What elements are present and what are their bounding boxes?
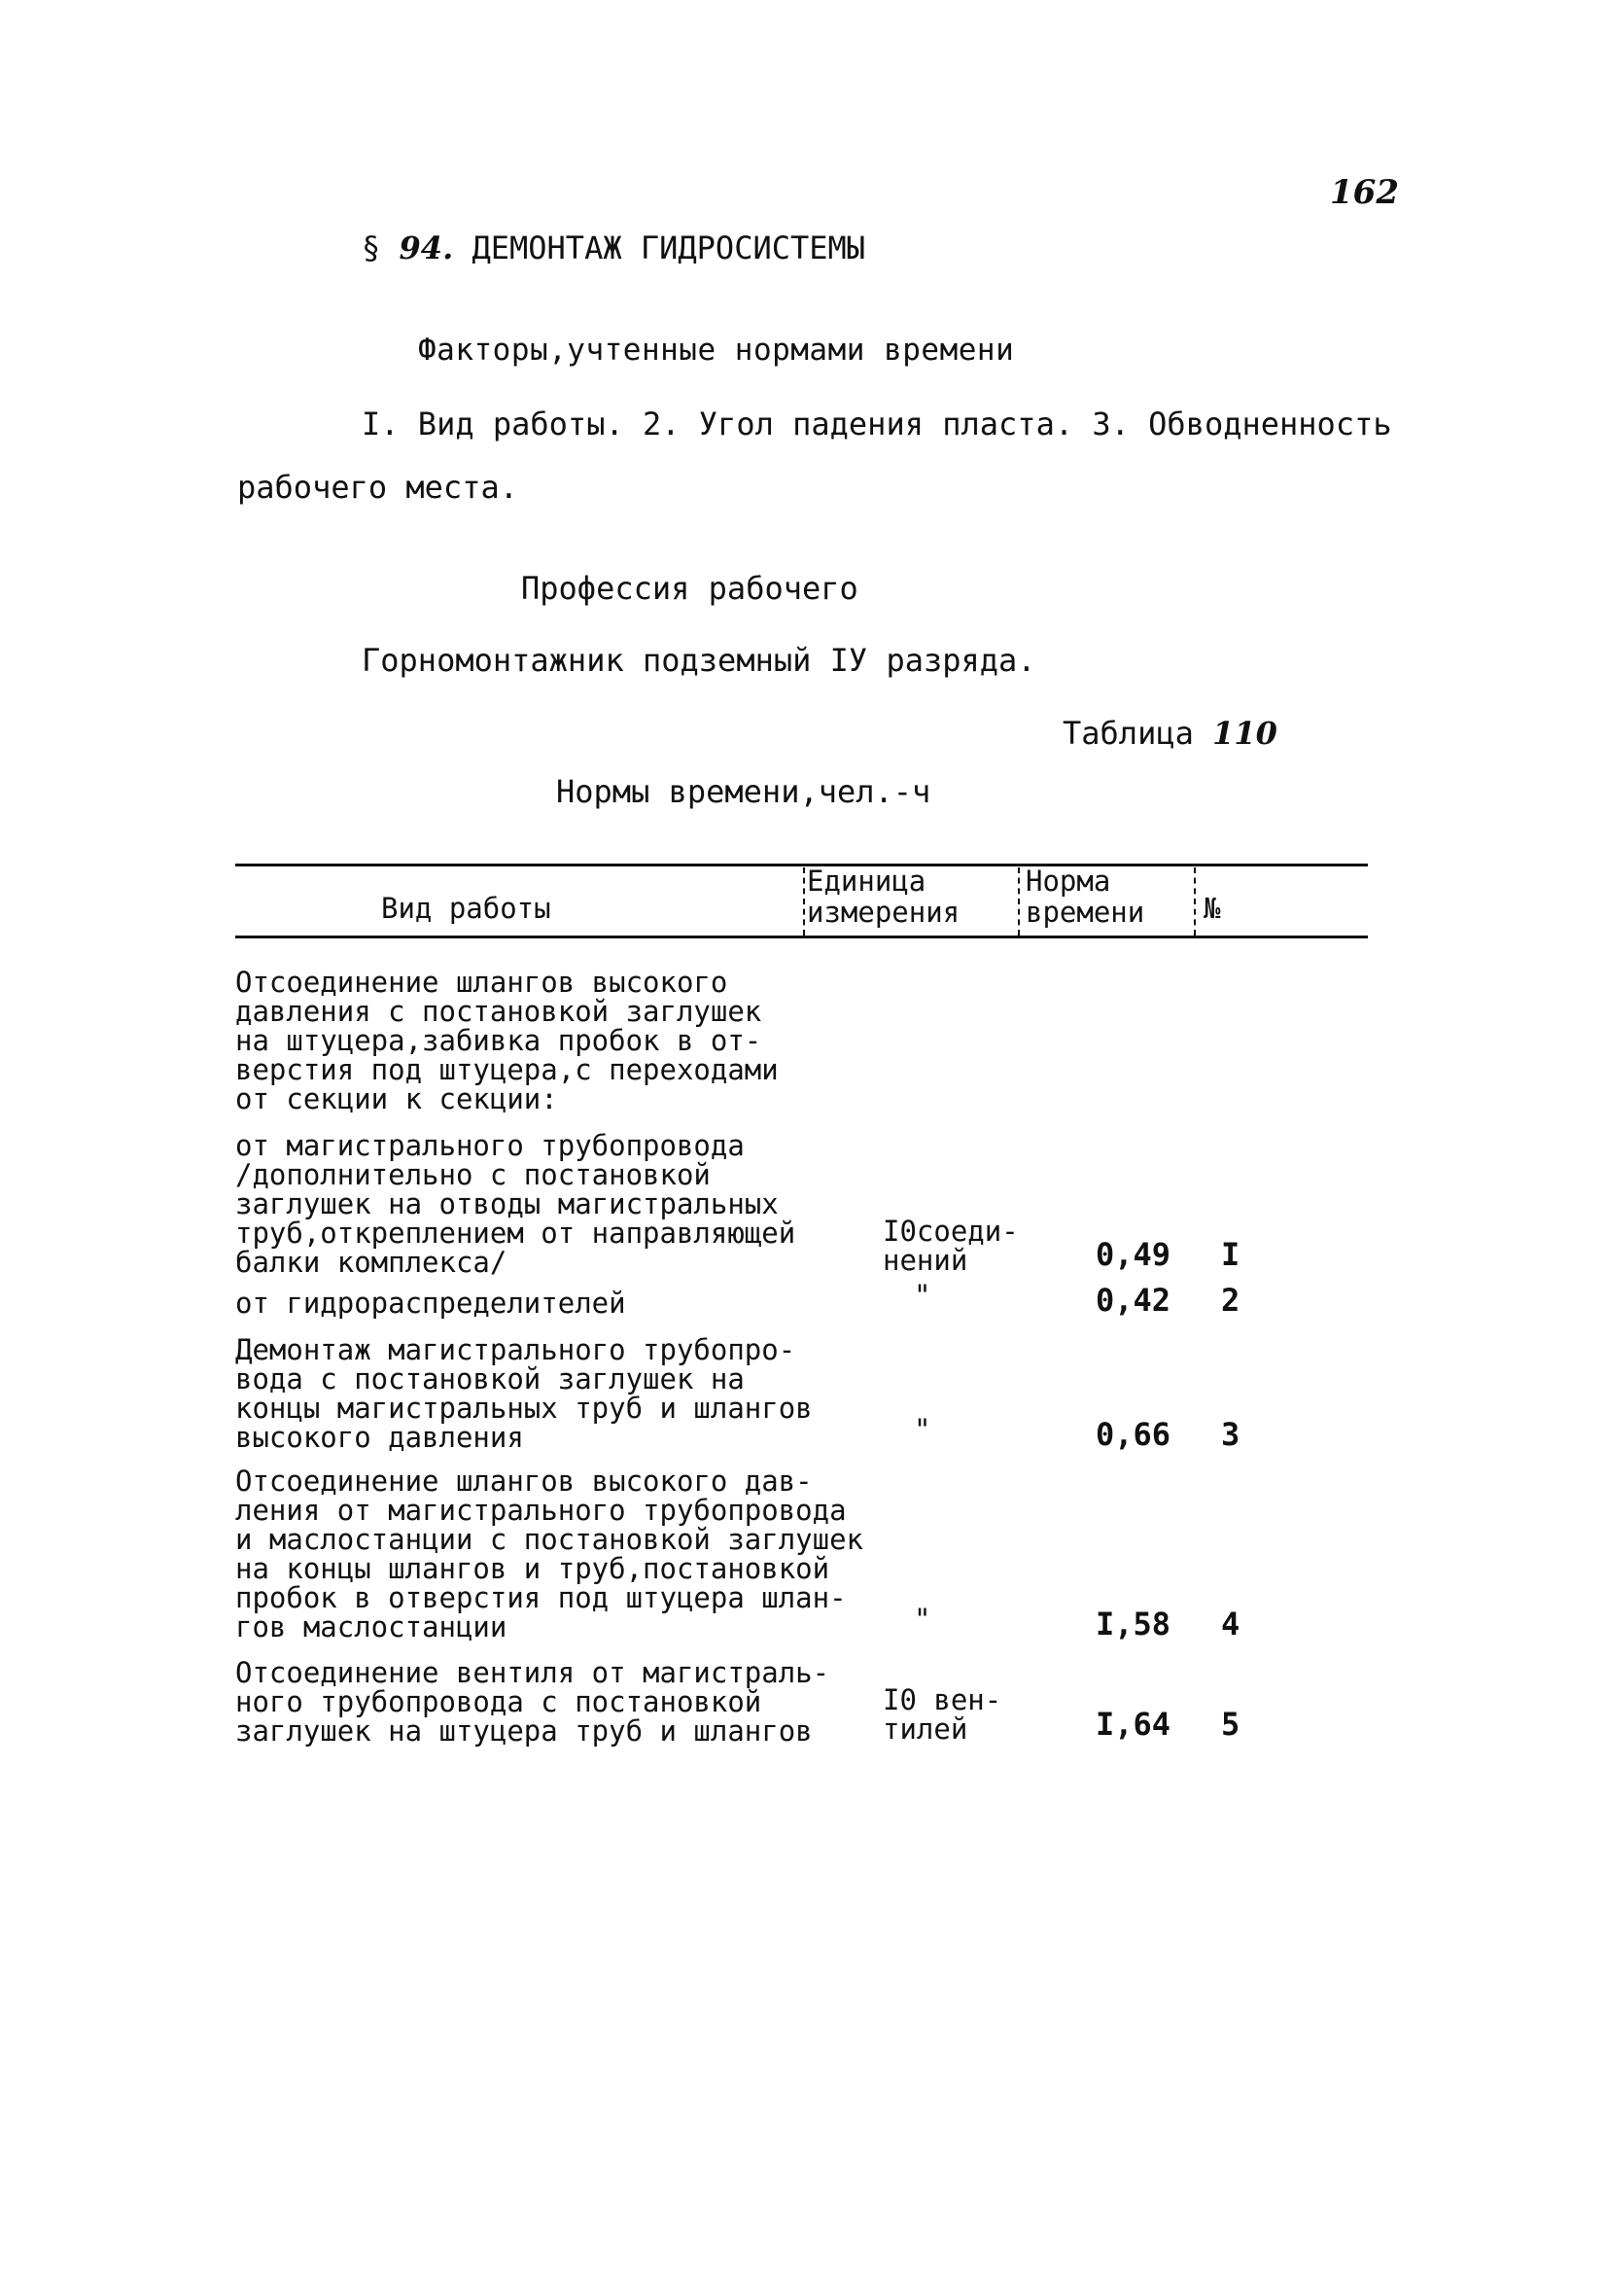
section-heading: [362, 230, 865, 266]
row-4-norm: I,58: [1096, 1606, 1171, 1643]
factors-heading: Факторы,учтенные нормами времени: [418, 333, 1015, 368]
row-2-work: от гидрораспределителей: [235, 1287, 626, 1320]
header-unit-line1: Единица: [807, 865, 926, 898]
header-unit-line2: измерения: [807, 896, 961, 929]
norms-title: Нормы времени,чел.-ч: [556, 773, 931, 810]
factors-line-2: рабочего места.: [237, 469, 518, 506]
column-divider-unit: [803, 867, 805, 936]
row-3-no: 3: [1221, 1416, 1240, 1453]
row-5-norm: I,64: [1096, 1706, 1171, 1743]
row-1-no: I: [1221, 1236, 1240, 1273]
row-4-unit: ": [914, 1603, 931, 1636]
factors-line-1: I. Вид работы. 2. Угол падения пласта. 3. Обводненность: [362, 406, 1392, 442]
column-divider-norm: [1018, 867, 1020, 936]
page-number: 162: [1330, 173, 1399, 212]
row-2-norm: 0,42: [1096, 1282, 1171, 1319]
profession-heading: Профессия рабочего: [521, 570, 858, 607]
row-2-no: 2: [1221, 1282, 1240, 1319]
section-number: 94.: [399, 230, 454, 266]
row-1-work: от магистрального трубопровода /дополнительно с постановкой заглушек на отводы магистральных труб,откреплением от направляющей балки комплекса/: [235, 1129, 796, 1279]
header-norm: [1026, 865, 1144, 928]
row-5-unit: I0 вен- тилей: [883, 1683, 1002, 1746]
column-divider-no: [1194, 867, 1196, 936]
table-header-rule: [235, 936, 1368, 938]
row-3-norm: 0,66: [1096, 1416, 1171, 1453]
row-1-norm: 0,49: [1096, 1236, 1171, 1273]
header-norm-line2: времени: [1026, 896, 1145, 929]
row-5-work: Отсоединение вентиля от магистраль- ного трубопровода с постановкой заглушек на штуцера труб и шлангов: [235, 1656, 830, 1748]
table-label-prefix: Таблица: [1063, 715, 1194, 752]
header-unit: [807, 865, 960, 928]
section-title: ДЕМОНТАЖ ГИДРОСИСТЕМЫ: [472, 230, 866, 266]
profession-name: Горномонтажник подземный IУ разряда.: [362, 642, 1036, 679]
table-top-rule: [235, 864, 1368, 866]
table-label-number: 110: [1212, 715, 1277, 752]
table-intro: Отсоединение шлангов высокого давления с постановкой заглушек на штуцера,забивка пробок в от- верстия под штуцера,с переходами от секции к секции:: [235, 966, 779, 1115]
row-3-unit: ": [914, 1413, 931, 1446]
header-work: Вид работы: [381, 892, 551, 925]
table-label: [1063, 715, 1277, 752]
row-5-no: 5: [1221, 1706, 1240, 1743]
section-sign: §: [362, 230, 381, 266]
row-4-work: Отсоединение шлангов высокого дав- ления от магистрального трубопровода и маслостанции с постановкой заглушек на концы шлангов и труб,постановкой пробок в отверстия под штуцера шлан- гов маслостанции: [235, 1465, 864, 1643]
header-norm-line1: Норма: [1026, 865, 1111, 898]
row-4-no: 4: [1221, 1606, 1240, 1643]
row-2-unit: ": [914, 1279, 931, 1312]
row-1-unit: I0соеди- нений: [883, 1215, 1019, 1277]
row-3-work: Демонтаж магистрального трубопро- вода с постановкой заглушек на концы магистральных труб и шлангов высокого давления: [235, 1333, 813, 1454]
header-no: №: [1204, 892, 1221, 925]
